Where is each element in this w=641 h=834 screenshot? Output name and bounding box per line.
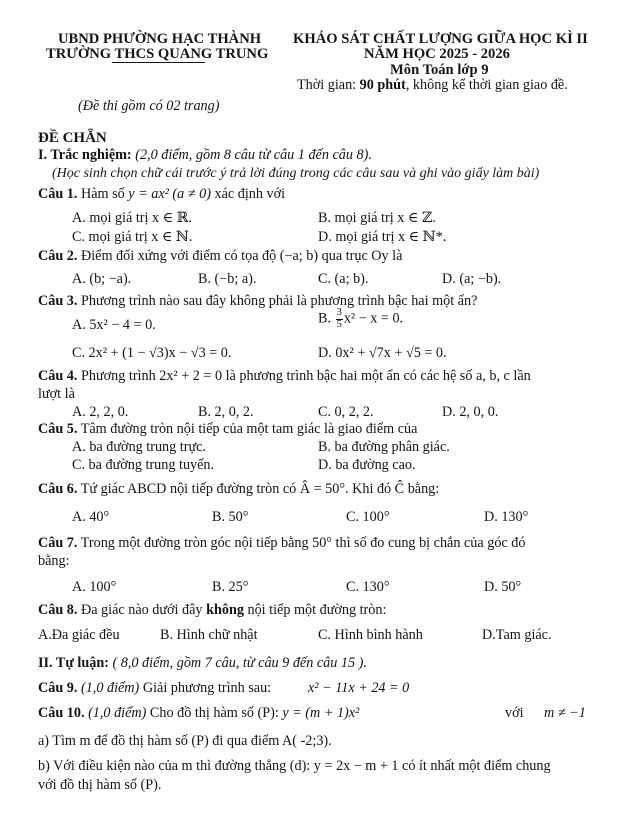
q5-stem: Câu 5. Tâm đường tròn nội tiếp của một tam giác là giao điểm của — [38, 421, 418, 437]
q1-option-a: A. mọi giá trị x ∈ ℝ. — [72, 210, 193, 226]
q7-option-c: C. 130° — [346, 579, 390, 595]
q2-option-b: B. (−b; a). — [198, 271, 257, 287]
q7-option-a: A. 100° — [72, 579, 117, 595]
q4-option-b: B. 2, 0, 2. — [198, 404, 254, 420]
subject: Môn Toán lớp 9 — [390, 62, 489, 78]
q3-stem: Câu 3. Phương trình nào sau đây không phải là phương trình bậc hai một ẩn? — [38, 293, 478, 309]
school-underline — [112, 62, 205, 63]
q2-option-d: D. (a; −b). — [442, 271, 502, 287]
q6-option-d: D. 130° — [484, 509, 529, 525]
q5-option-b: B. ba đường phân giác. — [318, 439, 450, 455]
q8-option-c: C. Hình bình hành — [318, 627, 423, 643]
q7-stem-cont: bằng: — [38, 553, 70, 569]
pages-note: (Đề thi gồm có 02 trang) — [78, 98, 220, 114]
q5-option-a: A. ba đường trung trực. — [72, 439, 206, 455]
part1-instruction: (Học sinh chọn chữ cái trước ý trả lời đúng trong các câu sau và ghi vào giấy làm bài) — [52, 166, 540, 181]
exam-time: Thời gian: 90 phút, không kể thời gian giao đề. — [297, 77, 568, 93]
q1-option-c: C. mọi giá trị x ∈ ℕ. — [72, 229, 193, 245]
school-year: NĂM HỌC 2025 - 2026 — [364, 46, 510, 62]
q5-option-c: C. ba đường trung tuyến. — [72, 457, 215, 473]
q8-option-b: B. Hình chữ nhật — [160, 627, 258, 643]
q10-part-b: b) Với điều kiện nào của m thì đường thẳng (d): y = 2x − m + 1 có ít nhất một điểm chung — [38, 758, 551, 774]
q9-equation: x² − 11x + 24 = 0 — [308, 680, 410, 696]
q8-stem: Câu 8. Đa giác nào dưới đây không nội tiếp một đường tròn: — [38, 602, 387, 618]
q3-option-a: A. 5x² − 4 = 0. — [72, 317, 156, 333]
q10-condition-label: với — [505, 705, 524, 721]
part2-heading: II. Tự luận: ( 8,0 điểm, gồm 7 câu, từ câu 9 đến câu 15 ). — [38, 655, 367, 671]
q8-option-d: D.Tam giác. — [482, 627, 552, 643]
q4-option-d: D. 2, 0, 0. — [442, 404, 499, 420]
q10-part-b-cont: với đồ thị hàm số (P). — [38, 777, 162, 793]
q3-fraction: $\frac{3}{5}$ — [336, 307, 342, 330]
exam-code: ĐỀ CHẴN — [38, 130, 107, 146]
q9-stem: Câu 9. (1,0 điểm) Giải phương trình sau: — [38, 680, 272, 696]
q3-option-b: B. $\frac{3}{5}$ x² − x = 0. — [318, 307, 404, 330]
q10-part-a: a) Tìm m để đồ thị hàm số (P) đi qua điểm A( -2;3). — [38, 733, 332, 749]
q7-option-b: B. 25° — [212, 579, 249, 595]
q6-option-a: A. 40° — [72, 509, 110, 525]
q2-stem: Câu 2. Điểm đối xứng với điểm có tọa độ (−a; b) qua trục Oy là — [38, 248, 403, 264]
q7-stem: Câu 7. Trong một đường tròn góc nội tiếp bằng 50° thì số đo cung bị chắn của góc đó — [38, 535, 526, 551]
q4-option-c: C. 0, 2, 2. — [318, 404, 374, 420]
dept-name: UBND PHƯỜNG HẠC THÀNH — [58, 31, 262, 47]
q10-condition: m ≠ −1 — [544, 705, 586, 721]
part1-heading: I. Trắc nghiệm: (2,0 điểm, gồm 8 câu từ câu 1 đến câu 8). — [38, 147, 372, 163]
q3-option-c: C. 2x² + (1 − √3)x − √3 = 0. — [72, 345, 232, 361]
q4-stem-cont: lượt là — [38, 386, 75, 402]
q3-option-d: D. 0x² + √7x + √5 = 0. — [318, 345, 447, 361]
exam-title: KHẢO SÁT CHẤT LƯỢNG GIỮA HỌC KÌ II — [293, 31, 588, 47]
q1-stem: Câu 1. Hàm số y = ax² (a ≠ 0) xác định với — [38, 186, 286, 202]
q6-stem: Câu 6. Tứ giác ABCD nội tiếp đường tròn có Â = 50°. Khi đó Ĉ bằng: — [38, 481, 440, 497]
q10-stem: Câu 10. (1,0 điểm) Cho đồ thị hàm số (P): y = (m + 1)x² — [38, 705, 360, 721]
q6-option-c: C. 100° — [346, 509, 390, 525]
q2-option-c: C. (a; b). — [318, 271, 369, 287]
q7-option-d: D. 50° — [484, 579, 522, 595]
school-name: TRƯỜNG THCS QUANG TRUNG — [46, 46, 269, 62]
q6-option-b: B. 50° — [212, 509, 249, 525]
q1-option-b: B. mọi giá trị x ∈ ℤ. — [318, 210, 436, 226]
q8-option-a: A.Đa giác đều — [38, 627, 120, 643]
q4-option-a: A. 2, 2, 0. — [72, 404, 129, 420]
q1-option-d: D. mọi giá trị x ∈ ℕ*. — [318, 229, 447, 245]
q4-stem: Câu 4. Phương trình 2x² + 2 = 0 là phương trình bậc hai một ẩn có các hệ số a, b, c lần — [38, 368, 531, 384]
q2-option-a: A. (b; −a). — [72, 271, 132, 287]
q5-option-d: D. ba đường cao. — [318, 457, 416, 473]
